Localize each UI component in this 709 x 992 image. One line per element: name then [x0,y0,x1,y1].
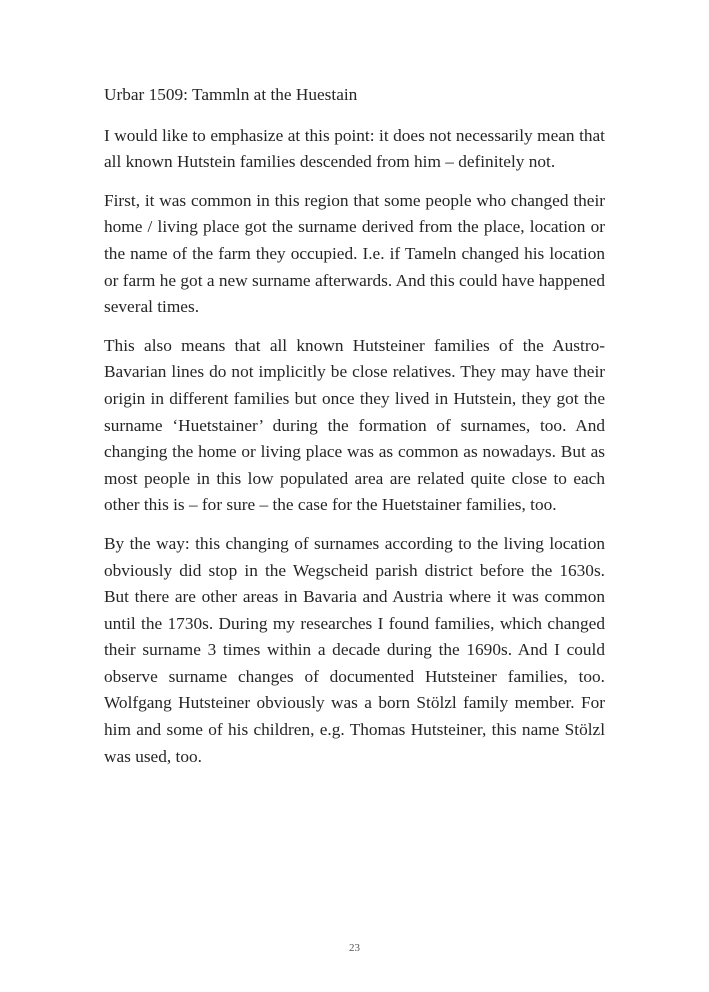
section-heading: Urbar 1509: Tammln at the Huestain [104,85,358,104]
paragraph-1: I would like to emphasize at this point: it does not necessarily mean that all known Hutstein families descended from him – definitely not. [104,125,605,172]
paragraph-4: By the way: this changing of surnames according to the living location obviously did stop in the Wegscheid parish district before the 1630s. But there are other areas in Bavaria and Austria where it was common until the 1730s. During my researches I found families, which changed their surname 3 times within a decade during the 1690s. And I could observe surname changes of documented Hutsteiner families, too. Wolfgang Hutsteiner obviously was a born Stölzl family member. For him and some of his children, e.g. Thomas Hutsteiner, this name Stölzl was used, too. [104,533,605,766]
paragraph-2: First, it was common in this region that some people who changed their home / living place got the surname derived from the place, location or the name of the farm they occupied. I.e. if Tameln changed his location or farm he got a new surname afterwards. And this could have happened several times. [104,190,605,317]
paragraph-3: This also means that all known Hutsteiner families of the Austro-Bavarian lines do not implicitly be close relatives. They may have their origin in different families but once they lived in Hutstein, they got the surname ‘Huetstainer’ during the formation of surnames, too. And changing the home or living place was as common as nowadays. But as most people in this low populated area are related quite close to each other this is – for sure – the case for the Huetstainer families, too. [104,335,605,515]
page-number: 23 [349,942,360,954]
page-content [104,82,605,782]
